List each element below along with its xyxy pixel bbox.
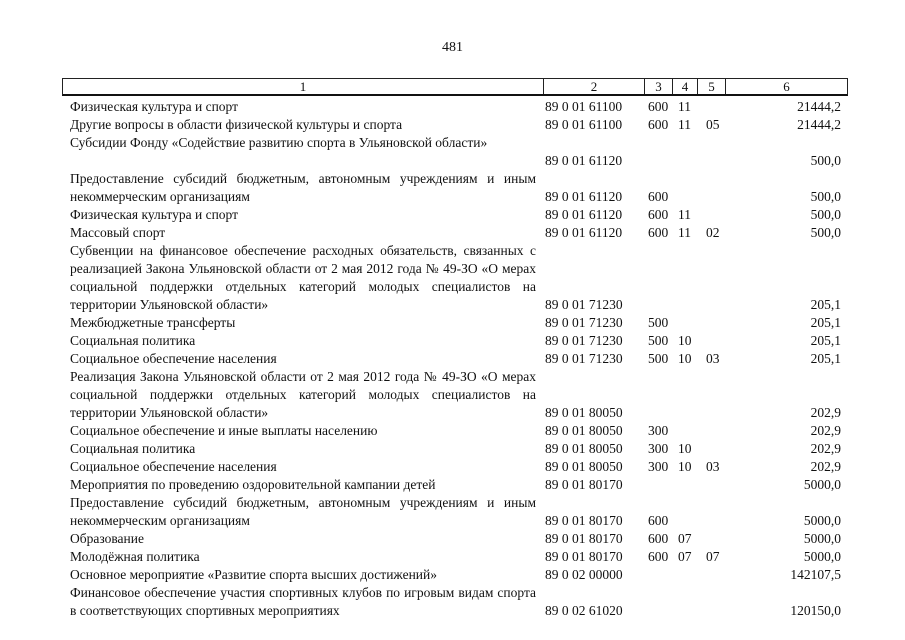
row-col-3: 600 <box>648 117 669 132</box>
header-col-1: 1 <box>299 79 307 94</box>
row-col-5: 02 <box>706 225 720 240</box>
table-row <box>0 170 905 206</box>
table-row <box>0 98 905 116</box>
row-col-3: 500 <box>648 351 669 366</box>
row-amount: 21444,2 <box>797 99 841 114</box>
row-code: 89 0 01 80170 <box>545 513 623 528</box>
row-name: Социальная политика <box>70 441 196 456</box>
row-code: 89 0 01 61120 <box>545 207 623 222</box>
row-code: 89 0 01 61100 <box>545 117 623 132</box>
row-amount: 500,0 <box>810 153 841 168</box>
table-row <box>0 314 905 332</box>
row-amount: 202,9 <box>810 441 841 456</box>
table-row <box>0 332 905 350</box>
table-row <box>0 350 905 368</box>
row-col-4: 11 <box>678 117 691 132</box>
row-name: Физическая культура и спорт <box>70 99 239 114</box>
row-amount: 205,1 <box>810 315 841 330</box>
row-name: Другие вопросы в области физической культуры и спорта <box>70 117 403 132</box>
row-name: Субвенции на финансовое обеспечение расходных обязательств, связанных с реализацией Закона Ульяновской области от 2 мая 2012 года № 49-ЗО «О мерах социальной поддержки отдельных категорий молодых специалистов на территории Ульяновской области» <box>70 243 536 312</box>
table-row <box>0 584 905 620</box>
table-row <box>0 224 905 242</box>
row-name: Предоставление субсидий бюджетным, автономным учреждениям и иным некоммерческим организациям <box>70 171 536 204</box>
row-name: Основное мероприятие «Развитие спорта высших достижений» <box>70 567 437 582</box>
row-col-3: 500 <box>648 333 669 348</box>
row-col-4: 10 <box>678 441 692 456</box>
row-amount: 500,0 <box>810 207 841 222</box>
table-row <box>0 116 905 134</box>
row-col-4: 07 <box>678 531 692 546</box>
row-name: Межбюджетные трансферты <box>70 315 236 330</box>
row-amount: 500,0 <box>810 189 841 204</box>
row-name: Социальное обеспечение населения <box>70 351 277 366</box>
row-code: 89 0 01 71230 <box>545 315 623 330</box>
row-col-4: 10 <box>678 351 692 366</box>
row-col-3: 600 <box>648 225 669 240</box>
row-col-3: 600 <box>648 549 669 564</box>
row-amount: 142107,5 <box>790 567 841 582</box>
row-amount: 5000,0 <box>803 531 841 546</box>
table-row <box>0 206 905 224</box>
row-col-3: 600 <box>648 99 669 114</box>
row-code: 89 0 01 61120 <box>545 189 623 204</box>
table-row <box>0 440 905 458</box>
table-row <box>0 548 905 566</box>
row-name: Реализация Закона Ульяновской области от 2 мая 2012 года № 49-ЗО «О мерах социальной поддержки отдельных категорий молодых специалистов на территории Ульяновской области» <box>70 369 536 420</box>
table-row <box>0 566 905 584</box>
row-code: 89 0 01 80050 <box>545 423 623 438</box>
header-col-6: 6 <box>725 79 847 94</box>
table-row <box>0 422 905 440</box>
row-name: Финансовое обеспечение участия спортивных клубов по игровым видам спорта в соответствующих спортивных мероприятиях <box>70 585 536 618</box>
row-amount: 21444,2 <box>797 117 841 132</box>
row-col-3: 600 <box>648 189 669 204</box>
row-code: 89 0 01 80050 <box>545 441 623 456</box>
row-col-4: 11 <box>678 225 691 240</box>
row-col-5: 05 <box>706 117 720 132</box>
table-row <box>0 134 905 170</box>
row-code: 89 0 01 80170 <box>545 477 623 492</box>
row-amount: 5000,0 <box>803 549 841 564</box>
header-col-3: 3 <box>644 79 672 94</box>
row-code: 89 0 01 61100 <box>545 99 623 114</box>
row-col-4: 07 <box>678 549 692 564</box>
row-name: Предоставление субсидий бюджетным, автономным учреждениям и иным некоммерческим организациям <box>70 495 536 528</box>
row-name: Субсидии Фонду «Содействие развитию спорта в Ульяновской области» <box>70 135 488 150</box>
row-code: 89 0 02 00000 <box>545 567 623 582</box>
row-name: Молодёжная политика <box>70 549 200 564</box>
row-code: 89 0 01 61120 <box>545 153 623 168</box>
row-amount: 205,1 <box>810 351 841 366</box>
row-name: Массовый спорт <box>70 225 166 240</box>
page-number: 481 <box>442 40 463 55</box>
row-code: 89 0 01 61120 <box>545 225 623 240</box>
table-body <box>0 98 905 620</box>
table-row <box>0 242 905 314</box>
row-name: Социальное обеспечение населения <box>70 459 277 474</box>
row-amount: 205,1 <box>810 333 841 348</box>
row-col-3: 500 <box>648 315 669 330</box>
table-header <box>62 78 848 96</box>
row-name: Образование <box>70 531 144 546</box>
row-col-4: 10 <box>678 459 692 474</box>
row-col-3: 600 <box>648 207 669 222</box>
row-amount: 120150,0 <box>790 603 841 618</box>
table-row <box>0 494 905 530</box>
table-row <box>0 458 905 476</box>
table-row <box>0 530 905 548</box>
row-amount: 5000,0 <box>803 513 841 528</box>
table-row <box>0 368 905 422</box>
row-col-4: 10 <box>678 333 692 348</box>
row-code: 89 0 02 61020 <box>545 603 623 618</box>
row-code: 89 0 01 80050 <box>545 459 623 474</box>
row-code: 89 0 01 71230 <box>545 333 623 348</box>
header-col-5: 5 <box>697 79 725 94</box>
row-code: 89 0 01 71230 <box>545 351 623 366</box>
row-col-3: 300 <box>648 441 669 456</box>
row-name: Социальное обеспечение и иные выплаты населению <box>70 423 378 438</box>
row-code: 89 0 01 71230 <box>545 297 623 312</box>
row-col-5: 07 <box>706 549 720 564</box>
row-col-4: 11 <box>678 99 691 114</box>
row-col-4: 11 <box>678 207 691 222</box>
row-name: Социальная политика <box>70 333 196 348</box>
row-col-3: 300 <box>648 423 669 438</box>
table-row <box>0 476 905 494</box>
row-amount: 202,9 <box>810 423 841 438</box>
row-amount: 500,0 <box>810 225 841 240</box>
row-name: Физическая культура и спорт <box>70 207 239 222</box>
row-amount: 202,9 <box>810 405 841 420</box>
row-col-3: 300 <box>648 459 669 474</box>
row-col-3: 600 <box>648 513 669 528</box>
row-col-3: 600 <box>648 531 669 546</box>
header-col-4: 4 <box>672 79 697 94</box>
row-amount: 205,1 <box>810 297 841 312</box>
row-name: Мероприятия по проведению оздоровительной кампании детей <box>70 477 436 492</box>
row-col-5: 03 <box>706 351 720 366</box>
row-code: 89 0 01 80170 <box>545 531 623 546</box>
row-amount: 5000,0 <box>803 477 841 492</box>
row-amount: 202,9 <box>810 459 841 474</box>
row-code: 89 0 01 80170 <box>545 549 623 564</box>
header-col-2: 2 <box>543 79 644 94</box>
row-code: 89 0 01 80050 <box>545 405 623 420</box>
row-col-5: 03 <box>706 459 720 474</box>
